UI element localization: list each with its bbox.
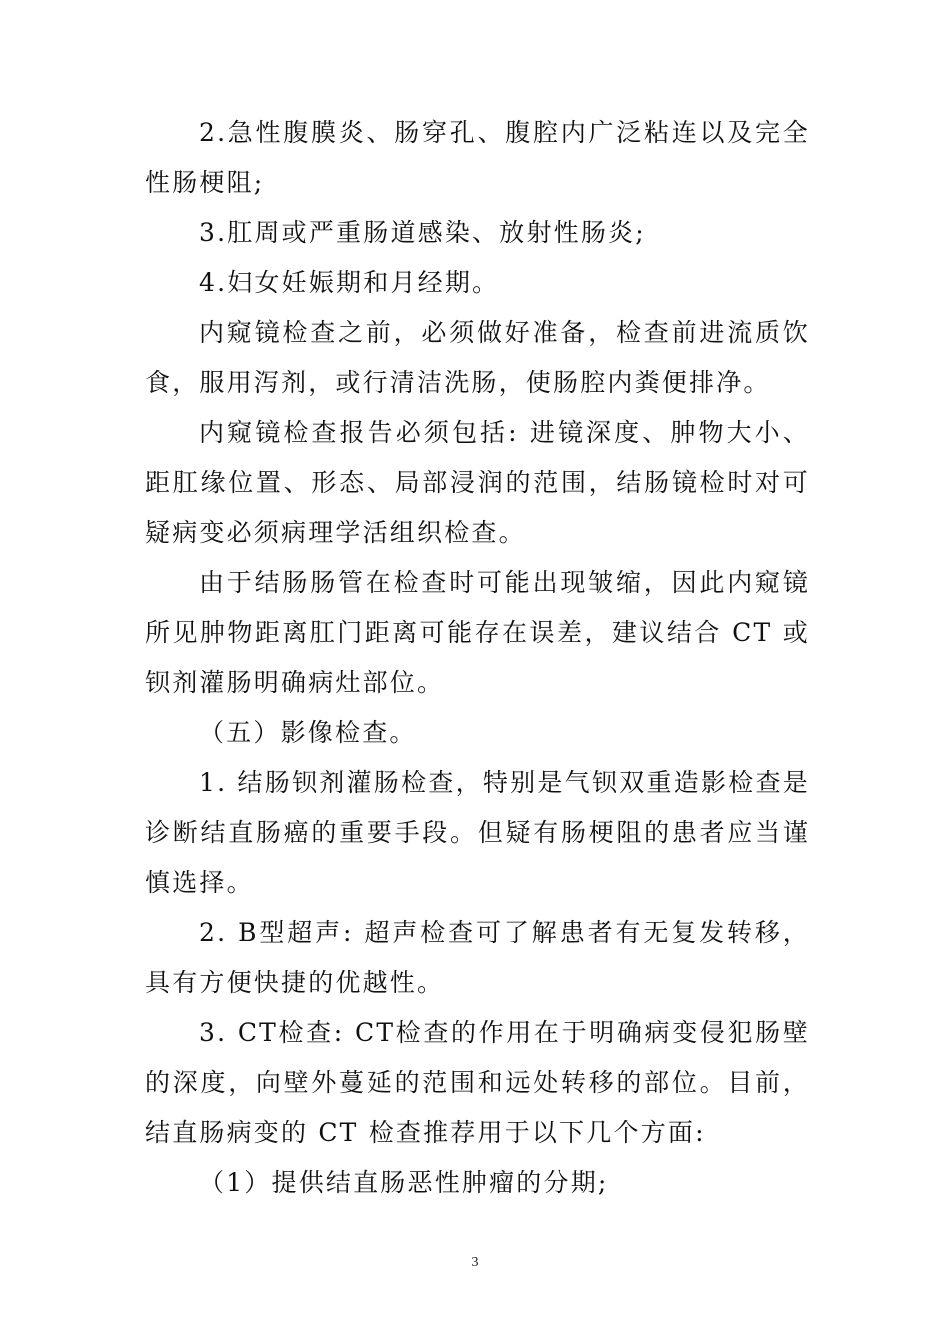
paragraph-endoscopy-report: 内窥镜检查报告必须包括: 进镜深度、肿物大小、距肛缘位置、形态、局部浸润的范围，结肠镜检时对可疑病变必须病理学活组织检查。 — [145, 418, 810, 547]
paragraph-contraindication-2: 2.急性腹膜炎、肠穿孔、腹腔内广泛粘连以及完全性肠梗阻; — [145, 118, 810, 197]
paragraph-barium-enema: 1. 结肠钡剂灌肠检查，特别是气钡双重造影检查是诊断结直肠癌的重要手段。但疑有肠梗阻的患者应当谨慎选择。 — [145, 768, 810, 897]
section-heading-imaging: （五）影像检查。 — [199, 718, 417, 747]
paragraph-endoscopy-preparation: 内窥镜检查之前，必须做好准备，检查前进流质饮食，服用泻剂，或行清洁洗肠，使肠腔内粪便排净。 — [145, 318, 810, 397]
paragraph-ct-exam: 3. CT检查: CT检查的作用在于明确病变侵犯肠壁的深度，向壁外蔓延的范围和远处转移的部位。目前，结直肠病变的 CT 检查推荐用于以下几个方面: — [145, 1018, 810, 1147]
paragraph-ct-use-1: （1）提供结直肠恶性肿瘤的分期; — [199, 1168, 609, 1197]
paragraph-ultrasound: 2. B型超声: 超声检查可了解患者有无复发转移，具有方便快捷的优越性。 — [145, 918, 810, 997]
page-number: 3 — [471, 1255, 479, 1270]
paragraph-contraindication-3: 3.肛周或严重肠道感染、放射性肠炎; — [199, 218, 646, 247]
paragraph-endoscopy-error-note: 由于结肠肠管在检查时可能出现皱缩，因此内窥镜所见肿物距离肛门距离可能存在误差，建议结合 CT 或钡剂灌肠明确病灶部位。 — [145, 568, 810, 697]
document-body — [145, 108, 810, 1208]
paragraph-contraindication-4: 4.妇女妊娠期和月经期。 — [199, 268, 500, 297]
